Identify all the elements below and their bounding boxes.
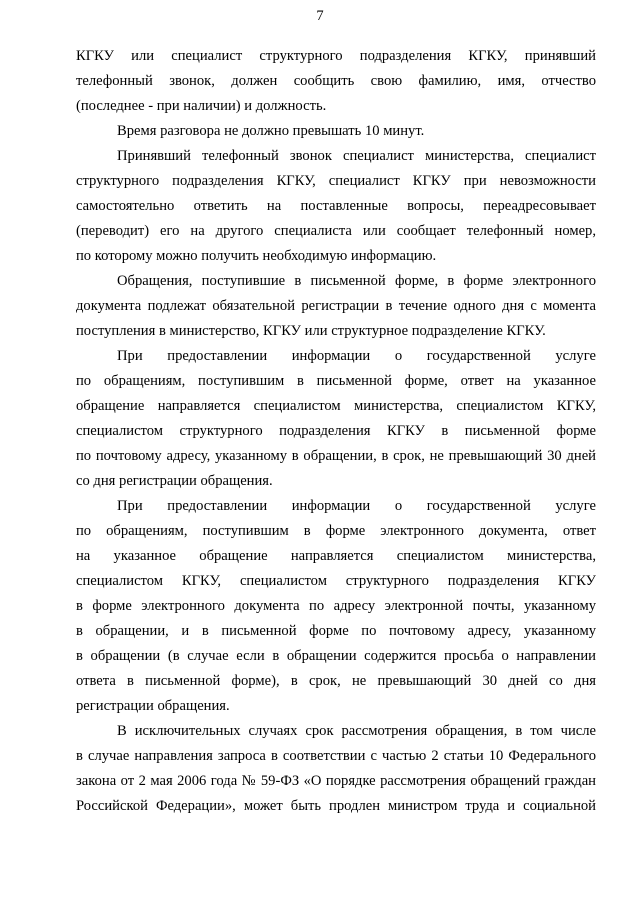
text-line: в обращении, и в письменной форме по почтовому адресу, указанному	[76, 623, 596, 639]
text-line: закона от 2 мая 2006 года № 59-ФЗ «О порядке рассмотрения обращений граждан	[76, 773, 596, 789]
text-line: специалистом КГКУ, специалистом структурного подразделения КГКУ	[76, 573, 596, 589]
text-line: телефонный звонок, должен сообщить свою фамилию, имя, отчество	[76, 73, 596, 89]
text-line: в обращении (в случае если в обращении содержится просьба о направлении	[76, 648, 596, 664]
paragraph	[76, 144, 596, 269]
text-line: Обращения, поступившие в письменной форме, в форме электронного	[117, 273, 596, 289]
text-line: в форме электронного документа по адресу электронной почты, указанному	[76, 598, 596, 614]
paragraph	[76, 44, 596, 119]
text-line: КГКУ или специалист структурного подразделения КГКУ, принявший	[76, 48, 596, 64]
text-line: регистрации обращения.	[76, 698, 230, 714]
text-line: по обращениям, поступившим в форме электронного документа, ответ	[76, 523, 596, 539]
text-line: При предоставлении информации о государственной услуге	[117, 348, 596, 364]
text-line: специалистом структурного подразделения КГКУ в письменной форме	[76, 423, 596, 439]
text-line: документа подлежат обязательной регистрации в течение одного дня с момента	[76, 298, 596, 314]
text-line: При предоставлении информации о государственной услуге	[117, 498, 596, 514]
page-number: 7	[316, 8, 324, 24]
paragraph	[76, 119, 596, 144]
text-line: обращение направляется специалистом министерства, специалистом КГКУ,	[76, 398, 596, 414]
text-line: на указанное обращение направляется специалистом министерства,	[76, 548, 596, 564]
text-line: поступления в министерство, КГКУ или структурное подразделение КГКУ.	[76, 323, 546, 339]
text-line: со дня регистрации обращения.	[76, 473, 273, 489]
text-line: Российской Федерации», может быть продлен министром труда и социальной	[76, 798, 596, 814]
paragraph	[76, 344, 596, 494]
text-line: ответа в письменной форме), в срок, не превышающий 30 дней со дня	[76, 673, 596, 689]
document-body	[76, 44, 596, 819]
text-line: В исключительных случаях срок рассмотрения обращения, в том числе	[117, 723, 596, 739]
text-line: по почтовому адресу, указанному в обращении, в срок, не превышающий 30 дней	[76, 448, 596, 464]
paragraph	[76, 494, 596, 719]
text-line: (переводит) его на другого специалиста или сообщает телефонный номер,	[76, 223, 596, 239]
text-line: (последнее - при наличии) и должность.	[76, 98, 327, 114]
text-line: структурного подразделения КГКУ, специалист КГКУ при невозможности	[76, 173, 596, 189]
text-line: в случае направления запроса в соответствии с частью 2 статьи 10 Федерального	[76, 748, 596, 764]
text-line: по которому можно получить необходимую информацию.	[76, 248, 437, 264]
paragraph	[76, 269, 596, 344]
paragraph	[76, 719, 596, 819]
text-line: Время разговора не должно превышать 10 минут.	[117, 123, 425, 139]
text-line: по обращениям, поступившим в письменной форме, ответ на указанное	[76, 373, 596, 389]
text-line: самостоятельно ответить на поставленные вопросы, переадресовывает	[76, 198, 596, 214]
text-line: Принявший телефонный звонок специалист министерства, специалист	[117, 148, 596, 164]
